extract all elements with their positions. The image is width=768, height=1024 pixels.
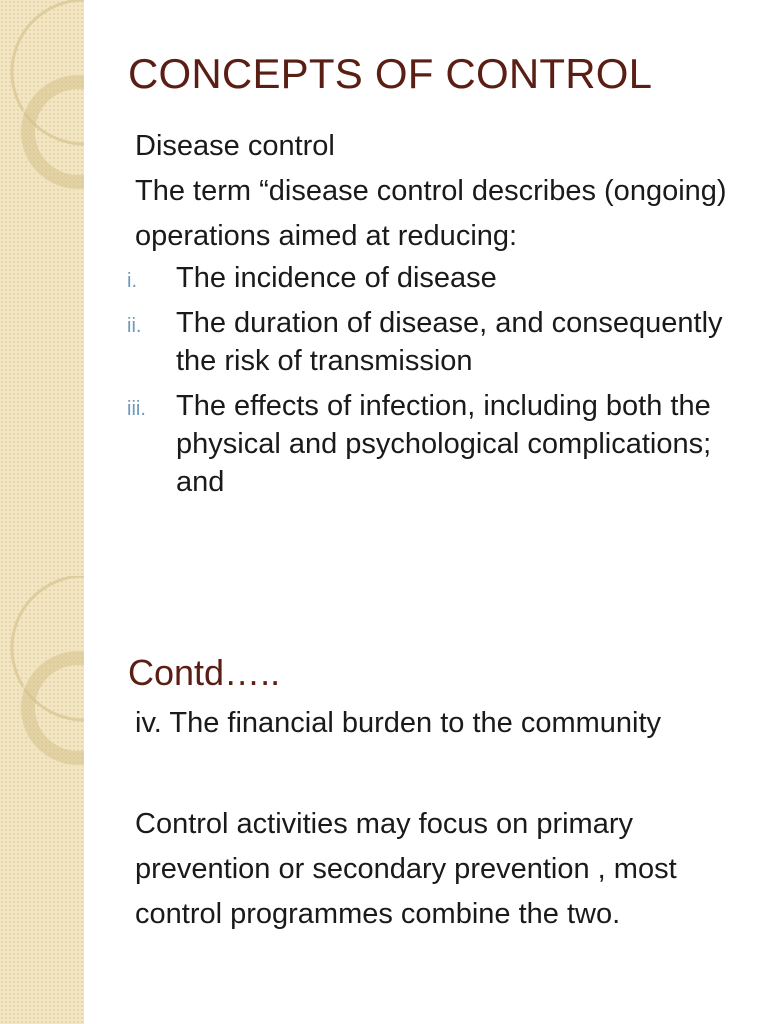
decorative-rings xyxy=(0,0,84,576)
paragraph-gap xyxy=(135,749,735,805)
slide-title: Contd….. xyxy=(128,652,281,693)
body-paragraph: The term “disease control describes (ongoing) xyxy=(135,175,727,207)
list-item-text: The duration of disease, and consequently the risk of transmission xyxy=(176,307,723,377)
decorative-rings xyxy=(0,576,84,1024)
list-item-text: The incidence of disease xyxy=(176,262,497,294)
body-paragraph: Disease control xyxy=(135,130,335,162)
list-marker: iii. xyxy=(127,398,146,420)
decorative-side-band xyxy=(0,0,84,576)
decorative-side-band xyxy=(0,576,84,1024)
roman-numeral-list xyxy=(127,259,727,501)
list-marker: i. xyxy=(127,270,137,292)
slide-title: CONCEPTS OF CONTROL xyxy=(128,50,653,97)
slide-body xyxy=(135,704,735,940)
body-paragraph: operations aimed at reducing: xyxy=(135,220,518,252)
list-item-text: The effects of infection, including both the physical and psychological complications; and xyxy=(176,390,712,498)
list-item xyxy=(127,387,727,501)
list-item xyxy=(127,304,727,380)
body-paragraph: Control activities may focus on primary xyxy=(135,808,633,840)
list-marker: ii. xyxy=(127,315,142,337)
body-paragraph: prevention or secondary prevention , most xyxy=(135,853,677,885)
list-item xyxy=(127,259,727,297)
slide-body xyxy=(127,127,735,508)
body-paragraph: control programmes combine the two. xyxy=(135,898,621,930)
slide-2 xyxy=(0,576,768,1024)
body-paragraph: iv. The financial burden to the community xyxy=(135,707,662,739)
